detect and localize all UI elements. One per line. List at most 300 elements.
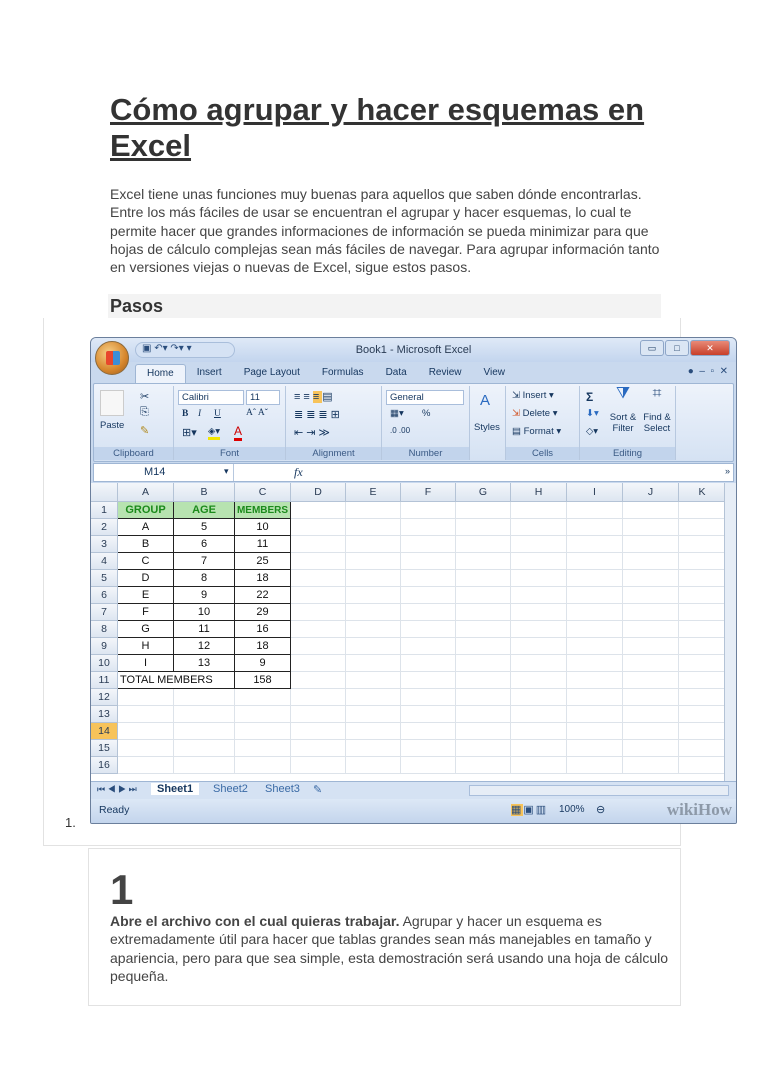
cell[interactable] (118, 706, 174, 723)
tab-data[interactable]: Data (385, 367, 407, 378)
cell[interactable] (456, 689, 511, 706)
cell[interactable] (401, 689, 456, 706)
clipboard-label: Clipboard (94, 447, 173, 460)
cell[interactable] (346, 553, 401, 570)
ribbon (93, 383, 734, 462)
cell[interactable] (623, 604, 679, 621)
list-number: 1. (65, 815, 76, 830)
cell[interactable] (401, 536, 456, 553)
cell[interactable] (235, 723, 291, 740)
cell[interactable] (567, 740, 623, 757)
worksheet-grid[interactable] (91, 483, 736, 781)
delete-cells-button[interactable]: ⇲ Delete ▾ (512, 408, 558, 419)
number-format-select[interactable]: General (386, 390, 464, 405)
cell[interactable] (511, 553, 567, 570)
cell[interactable] (456, 502, 511, 519)
cell[interactable] (623, 553, 679, 570)
cell[interactable] (235, 740, 291, 757)
cell[interactable] (401, 553, 456, 570)
cut-icon[interactable]: ✂ (140, 391, 150, 403)
cell[interactable] (623, 757, 679, 774)
save-icon[interactable]: ▣ (142, 343, 152, 354)
cell[interactable] (235, 706, 291, 723)
cell[interactable] (346, 706, 401, 723)
name-box[interactable]: M14 (94, 464, 234, 481)
editing-label: Editing (580, 447, 675, 460)
cell[interactable] (401, 621, 456, 638)
cell[interactable] (511, 757, 567, 774)
vertical-align-icons[interactable]: ≡≡≡▤ (294, 391, 336, 403)
row-header[interactable]: 2 (91, 519, 118, 536)
tab-formulas[interactable]: Formulas (321, 367, 364, 378)
row-header[interactable]: 5 (91, 570, 118, 587)
cell[interactable] (235, 757, 291, 774)
cell[interactable] (511, 502, 567, 519)
cells-label: Cells (506, 447, 579, 460)
cell[interactable] (511, 689, 567, 706)
row-header[interactable]: 7 (91, 604, 118, 621)
cell[interactable] (291, 638, 346, 655)
table-cell[interactable]: F (118, 604, 174, 621)
cell[interactable] (511, 604, 567, 621)
find-select-button[interactable] (640, 385, 674, 434)
cell[interactable] (511, 723, 567, 740)
cell[interactable] (401, 655, 456, 672)
ribbon-tabs (135, 364, 516, 384)
cell[interactable] (511, 519, 567, 536)
cell[interactable] (401, 740, 456, 757)
cell[interactable] (456, 553, 511, 570)
cell[interactable] (291, 655, 346, 672)
cell[interactable] (679, 519, 726, 536)
cell[interactable] (623, 740, 679, 757)
format-painter-icon[interactable]: ✎ (140, 425, 150, 437)
cell[interactable] (511, 638, 567, 655)
cell[interactable] (623, 655, 679, 672)
alignment-group (286, 386, 382, 460)
cell[interactable] (623, 638, 679, 655)
wikihow-watermark: wikiHow (666, 800, 732, 819)
cell[interactable] (456, 570, 511, 587)
cell[interactable] (346, 689, 401, 706)
window-title: Book1 - Microsoft Excel (355, 344, 472, 356)
decimal-icons[interactable]: .0 .00 (390, 426, 411, 435)
cell[interactable] (567, 587, 623, 604)
clear-icon[interactable]: ◇▾ (586, 426, 599, 437)
cell[interactable] (291, 621, 346, 638)
row-header[interactable]: 14 (91, 723, 118, 740)
cell[interactable] (291, 587, 346, 604)
zoom-level[interactable]: 100% (559, 804, 585, 815)
find-label: Find & Select (643, 412, 671, 434)
cell[interactable] (679, 604, 726, 621)
table-cell[interactable]: A (118, 519, 174, 536)
column-header[interactable]: G (456, 483, 511, 502)
sort-filter-button[interactable] (608, 385, 638, 434)
minimize-icon[interactable]: ▭ (640, 340, 664, 356)
formula-bar (93, 463, 734, 482)
cell[interactable] (679, 689, 726, 706)
cell[interactable] (401, 706, 456, 723)
cell[interactable] (511, 570, 567, 587)
cell[interactable] (623, 689, 679, 706)
cell[interactable] (346, 587, 401, 604)
cell[interactable] (623, 570, 679, 587)
intro-paragraph: Excel tiene unas funciones muy buenas para aquellos que saben dónde encontrarlas. Entre los más fáciles de usar se encuentran el agrupar y hacer esquemas, lo cual te permite hacer que grandes informaciones de información se pueda minimizar para que hojas de cálculo complejas sean más fáciles de navegar. Para agrupar información tanto en versiones viejas o nuevas de Excel, sigue estos pasos. (110, 186, 660, 276)
font-name-select[interactable]: Calibri (178, 390, 244, 405)
cell[interactable] (679, 502, 726, 519)
section-band (108, 294, 661, 318)
cell[interactable] (401, 638, 456, 655)
tab-page-layout[interactable]: Page Layout (243, 367, 300, 378)
cell[interactable] (511, 536, 567, 553)
zoom-out-icon[interactable]: ⊖ (596, 804, 606, 816)
column-header[interactable]: J (623, 483, 679, 502)
alignment-label: Alignment (286, 447, 381, 460)
cell[interactable] (623, 587, 679, 604)
cell[interactable] (456, 638, 511, 655)
sheet-tab-sheet1[interactable]: Sheet1 (151, 783, 199, 795)
cell[interactable] (346, 757, 401, 774)
table-header-cell[interactable]: GROUP (118, 502, 174, 519)
status-bar (91, 799, 736, 824)
cell[interactable] (679, 553, 726, 570)
cell[interactable] (291, 553, 346, 570)
table-header-cell[interactable]: MEMBERS (235, 502, 291, 519)
table-cell[interactable]: 29 (235, 604, 291, 621)
cell[interactable] (456, 621, 511, 638)
styles-group (470, 386, 506, 460)
cell[interactable] (567, 689, 623, 706)
row-header[interactable]: 9 (91, 638, 118, 655)
percent-button[interactable]: % (422, 408, 431, 419)
cell[interactable] (623, 723, 679, 740)
table-cell[interactable]: 7 (174, 553, 235, 570)
cell[interactable] (679, 723, 726, 740)
column-header[interactable]: F (401, 483, 456, 502)
cell[interactable] (567, 723, 623, 740)
cell[interactable] (174, 689, 235, 706)
styles-icon[interactable]: A (480, 392, 491, 409)
table-cell[interactable]: H (118, 638, 174, 655)
cell[interactable] (174, 757, 235, 774)
cell[interactable] (401, 604, 456, 621)
cell[interactable] (118, 689, 174, 706)
delete-label: Delete (522, 408, 551, 419)
column-header[interactable]: K (679, 483, 726, 502)
cell[interactable] (456, 587, 511, 604)
total-label-cell[interactable]: TOTAL MEMBERS (118, 672, 174, 689)
styles-button[interactable]: Styles (474, 422, 500, 433)
table-cell[interactable]: G (118, 621, 174, 638)
sheet-tab-sheet3[interactable]: Sheet3 (265, 783, 300, 795)
row-header[interactable]: 4 (91, 553, 118, 570)
font-group (174, 386, 286, 460)
cell[interactable] (401, 570, 456, 587)
table-cell[interactable]: D (118, 570, 174, 587)
cell[interactable] (567, 553, 623, 570)
table-cell[interactable]: 10 (174, 604, 235, 621)
table-header-cell[interactable]: AGE (174, 502, 235, 519)
font-color-icon[interactable]: A (234, 424, 242, 441)
cell[interactable] (401, 502, 456, 519)
cell[interactable] (679, 706, 726, 723)
table-cell[interactable]: 11 (174, 621, 235, 638)
grow-font-icon[interactable]: Aˆ Aˇ (246, 408, 268, 418)
tab-review[interactable]: Review (428, 367, 462, 378)
horizontal-scrollbar[interactable] (469, 785, 729, 796)
cell[interactable] (291, 502, 346, 519)
table-cell[interactable]: 5 (174, 519, 235, 536)
cell[interactable] (346, 655, 401, 672)
step-summary: Abre el archivo con el cual quieras trabajar. (110, 913, 400, 929)
cell[interactable] (567, 638, 623, 655)
tab-insert[interactable]: Insert (196, 367, 222, 378)
table-cell[interactable]: 18 (235, 570, 291, 587)
editing-group (580, 386, 676, 460)
clipboard-group (94, 386, 174, 460)
cell[interactable] (567, 655, 623, 672)
cell[interactable] (679, 570, 726, 587)
font-size-select[interactable]: 11 (246, 390, 280, 405)
row-header[interactable]: 8 (91, 621, 118, 638)
cell[interactable] (511, 621, 567, 638)
cell[interactable] (511, 672, 567, 689)
step-number: 1 (110, 866, 134, 913)
cell[interactable] (346, 638, 401, 655)
cell[interactable] (291, 723, 346, 740)
cell[interactable] (623, 621, 679, 638)
cell[interactable] (567, 757, 623, 774)
table-cell[interactable]: 22 (235, 587, 291, 604)
sheet-nav-icons[interactable]: ⏮ ◀ ▶ ⏭ (97, 784, 137, 794)
cell[interactable] (456, 672, 511, 689)
insert-sheet-icon[interactable]: ✎ (313, 784, 323, 796)
binoculars-icon: ⌗ (652, 385, 662, 402)
insert-label: Insert (522, 390, 547, 401)
bold-button[interactable]: B (182, 409, 189, 419)
copy-icon[interactable]: ⎘ (140, 406, 149, 418)
format-cells-button[interactable]: ▤ Format ▾ (512, 426, 562, 437)
cell[interactable] (623, 706, 679, 723)
column-header[interactable]: B (174, 483, 235, 502)
cell[interactable] (118, 757, 174, 774)
close-icon[interactable]: ✕ (690, 340, 730, 356)
cell[interactable] (623, 672, 679, 689)
row-header[interactable]: 6 (91, 587, 118, 604)
cell[interactable] (679, 672, 726, 689)
cell[interactable] (401, 672, 456, 689)
maximize-icon[interactable]: □ (665, 340, 689, 356)
cell[interactable] (346, 502, 401, 519)
cell[interactable] (679, 740, 726, 757)
cell[interactable] (456, 757, 511, 774)
cell[interactable] (679, 757, 726, 774)
cell[interactable] (291, 757, 346, 774)
quick-access-toolbar (135, 342, 235, 358)
cell[interactable] (346, 723, 401, 740)
cell[interactable] (679, 621, 726, 638)
cell[interactable] (118, 723, 174, 740)
excel-screenshot (90, 337, 737, 824)
table-cell[interactable]: 16 (235, 621, 291, 638)
table-cell[interactable]: 18 (235, 638, 291, 655)
table-cell[interactable]: 12 (174, 638, 235, 655)
cell[interactable] (174, 723, 235, 740)
tab-view[interactable]: View (483, 367, 505, 378)
cell[interactable] (456, 519, 511, 536)
row-header[interactable]: 16 (91, 757, 118, 774)
cell[interactable] (291, 689, 346, 706)
cell[interactable] (456, 536, 511, 553)
row-header[interactable]: 12 (91, 689, 118, 706)
cell[interactable] (346, 519, 401, 536)
cell[interactable] (346, 621, 401, 638)
font-label: Font (174, 447, 285, 460)
table-cell[interactable]: 9 (174, 587, 235, 604)
help-icon[interactable]: ● – ▫ ✕ (687, 366, 728, 377)
cell[interactable] (291, 519, 346, 536)
cell[interactable] (567, 502, 623, 519)
cell[interactable] (679, 655, 726, 672)
cell[interactable] (679, 638, 726, 655)
cell[interactable] (511, 706, 567, 723)
cell[interactable] (456, 706, 511, 723)
cell[interactable] (456, 604, 511, 621)
cell[interactable] (511, 655, 567, 672)
table-cell[interactable]: 10 (235, 519, 291, 536)
table-cell[interactable]: 8 (174, 570, 235, 587)
cell[interactable] (401, 757, 456, 774)
row-header[interactable]: 13 (91, 706, 118, 723)
table-cell[interactable]: I (118, 655, 174, 672)
expand-formula-icon[interactable]: » (724, 466, 730, 476)
cell[interactable] (456, 655, 511, 672)
column-header[interactable]: E (346, 483, 401, 502)
cell[interactable] (401, 723, 456, 740)
cells-group (506, 386, 580, 460)
row-header[interactable]: 1 (91, 502, 118, 519)
total-value-cell[interactable]: 158 (235, 672, 291, 689)
autosum-button[interactable]: Σ (586, 390, 594, 404)
cell[interactable] (291, 740, 346, 757)
cell[interactable] (679, 536, 726, 553)
cell[interactable] (401, 587, 456, 604)
column-header[interactable]: A (118, 483, 174, 502)
cell[interactable] (567, 536, 623, 553)
row-header[interactable]: 3 (91, 536, 118, 553)
row-header[interactable]: 10 (91, 655, 118, 672)
redo-icon[interactable]: ↷▾ (170, 343, 184, 354)
cell[interactable] (346, 740, 401, 757)
borders-icon[interactable]: ⊞▾ (182, 427, 197, 439)
horizontal-align-icons[interactable]: ≣≣≣⊞ (294, 409, 343, 421)
table-cell[interactable]: C (118, 553, 174, 570)
fill-color-icon[interactable]: ◈▾ (208, 426, 220, 440)
cell[interactable] (567, 621, 623, 638)
cell[interactable] (567, 672, 623, 689)
italic-button[interactable]: I (198, 409, 202, 419)
cell[interactable] (456, 740, 511, 757)
step-text (110, 912, 670, 985)
step-description: Agrupar y hacer un esquema es extremadamente útil para hacer que tablas grandes sean más manejables en tamaño y apariencia, pero para que sea simple, esta demostración será usando una hoja de cálculo pequeña. (110, 913, 669, 984)
cell[interactable] (567, 604, 623, 621)
cell[interactable] (567, 519, 623, 536)
sort-label: Sort & Filter (609, 412, 637, 434)
cell[interactable] (291, 570, 346, 587)
cell[interactable] (401, 519, 456, 536)
tab-home[interactable]: Home (135, 364, 186, 384)
table-cell[interactable]: 13 (174, 655, 235, 672)
fill-icon[interactable]: ⬇▾ (586, 408, 599, 419)
table-cell[interactable]: 9 (235, 655, 291, 672)
number-label: Number (382, 447, 469, 460)
vertical-scrollbar[interactable] (724, 483, 736, 781)
column-header[interactable]: I (567, 483, 623, 502)
underline-button[interactable]: U (214, 409, 221, 419)
cell[interactable] (679, 587, 726, 604)
cell[interactable] (623, 502, 679, 519)
cell[interactable] (235, 689, 291, 706)
currency-icon[interactable]: ▦▾ (390, 408, 404, 419)
table-cell[interactable]: B (118, 536, 174, 553)
cell[interactable] (346, 570, 401, 587)
article-title: Cómo agrupar y hacer esquemas en Excel (110, 92, 645, 163)
cell[interactable] (511, 587, 567, 604)
cell[interactable] (567, 706, 623, 723)
table-cell[interactable]: 11 (235, 536, 291, 553)
cell[interactable] (346, 672, 401, 689)
cell[interactable] (291, 706, 346, 723)
view-buttons[interactable]: ▦▣▥ (511, 804, 549, 816)
indent-icons[interactable]: ⇤⇥≫ (294, 427, 333, 439)
table-cell[interactable]: 25 (235, 553, 291, 570)
cell[interactable] (174, 740, 235, 757)
column-header[interactable]: C (235, 483, 291, 502)
cell[interactable] (346, 604, 401, 621)
cell[interactable] (456, 723, 511, 740)
cell[interactable] (291, 604, 346, 621)
undo-icon[interactable]: ↶▾ (154, 343, 168, 354)
formula-input[interactable] (309, 464, 719, 481)
select-all-corner[interactable] (91, 483, 118, 502)
insert-function-button[interactable]: fx (294, 465, 303, 479)
table-cell[interactable]: 6 (174, 536, 235, 553)
sheet-tab-sheet2[interactable]: Sheet2 (213, 783, 248, 795)
table-cell[interactable]: E (118, 587, 174, 604)
row-header[interactable]: 11 (91, 672, 118, 689)
cell[interactable] (174, 706, 235, 723)
column-header[interactable]: D (291, 483, 346, 502)
cell[interactable] (567, 570, 623, 587)
sheet-tab-bar (91, 781, 736, 799)
cell[interactable] (623, 536, 679, 553)
cell[interactable] (118, 740, 174, 757)
insert-cells-button[interactable]: ⇲ Insert ▾ (512, 390, 554, 401)
cell[interactable] (346, 536, 401, 553)
customize-icon[interactable]: ▾ (186, 343, 192, 354)
paste-icon[interactable] (100, 390, 124, 416)
cell[interactable] (511, 740, 567, 757)
cell[interactable] (623, 519, 679, 536)
row-header[interactable]: 15 (91, 740, 118, 757)
column-header[interactable]: H (511, 483, 567, 502)
office-button-icon[interactable] (95, 341, 129, 375)
cell[interactable] (291, 536, 346, 553)
paste-button[interactable]: Paste (100, 420, 125, 431)
name-box-dropdown-icon[interactable]: ▾ (224, 466, 229, 476)
cell[interactable] (291, 672, 346, 689)
